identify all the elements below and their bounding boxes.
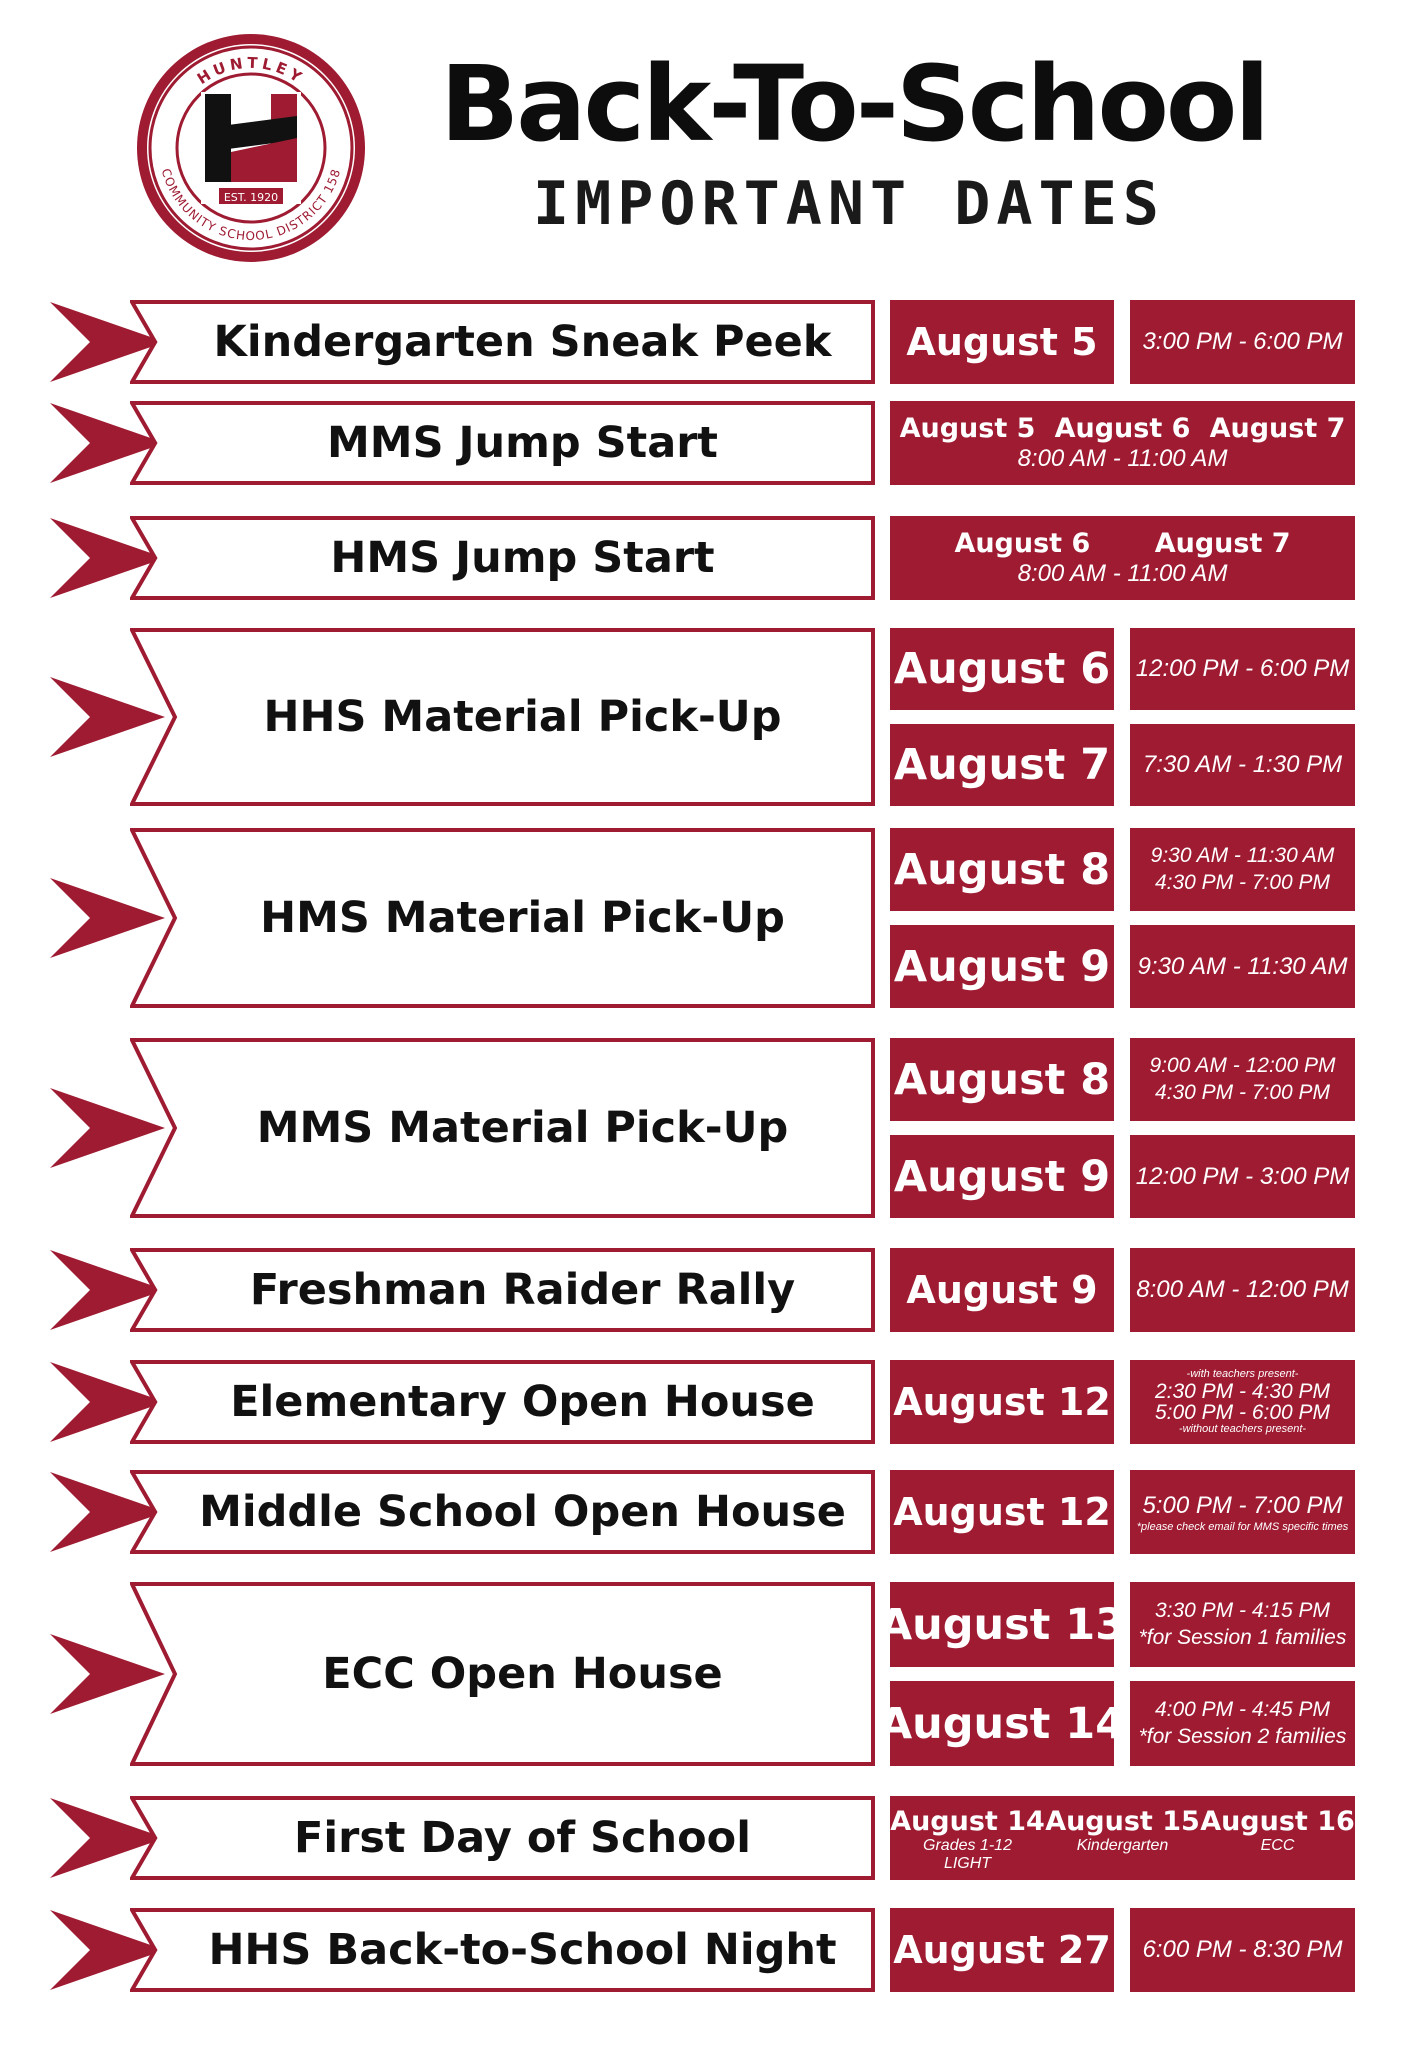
date-box [890, 628, 1114, 710]
event-time: 6:00 PM - 8:30 PM [1142, 1936, 1343, 1963]
event-name: ECC Open House [322, 1649, 723, 1699]
time-box [1130, 1038, 1355, 1121]
date-list [890, 413, 1355, 444]
event-row [0, 401, 1405, 485]
logo-arc-top: HUNTLEY [193, 53, 309, 89]
event-date: August 27 [893, 1928, 1111, 1972]
time-note: *please check email for MMS specific times [1136, 1520, 1349, 1533]
time-box [1130, 1135, 1355, 1218]
event-row [0, 1796, 1405, 1880]
date-box [890, 925, 1114, 1008]
event-time-secondary: 4:30 PM - 7:00 PM [1154, 870, 1331, 894]
event-name: Kindergarten Sneak Peek [213, 317, 832, 367]
event-time: 9:00 AM - 12:00 PM [1149, 1054, 1336, 1078]
event-banner [130, 628, 875, 806]
event-name: HHS Material Pick-Up [263, 692, 782, 742]
event-time: 5:00 PM - 7:00 PM [1142, 1491, 1343, 1519]
date-box [890, 1360, 1114, 1444]
event-row [0, 1908, 1405, 1992]
event-time: 7:30 AM - 1:30 PM [1142, 751, 1343, 778]
time-box [1130, 1681, 1355, 1766]
event-time: 4:00 PM - 4:45 PM [1154, 1698, 1331, 1722]
event-name: HHS Back-to-School Night [208, 1925, 837, 1975]
date-box [890, 1908, 1114, 1992]
event-row [0, 828, 1405, 1008]
date-list [890, 528, 1355, 559]
event-date: August 12 [893, 1380, 1111, 1424]
event-row [0, 1038, 1405, 1218]
event-name: HMS Material Pick-Up [260, 893, 785, 943]
event-date: August 6 [893, 644, 1111, 694]
event-date: August 7 [1154, 527, 1291, 559]
event-banner [130, 1582, 875, 1766]
time-box [1130, 925, 1355, 1008]
first-day-item [1045, 1806, 1200, 1870]
event-time-secondary: 4:30 PM - 7:00 PM [1154, 1080, 1331, 1104]
event-date: August 5 [906, 320, 1098, 364]
event-banner [130, 1470, 875, 1554]
time-box [1130, 1360, 1355, 1444]
time-box [1130, 1908, 1355, 1992]
event-row [0, 1248, 1405, 1332]
event-name: HMS Jump Start [330, 533, 715, 583]
date-box [890, 828, 1114, 911]
multi-date-box [890, 401, 1355, 485]
event-date: August 8 [893, 844, 1111, 895]
event-time: 12:00 PM - 3:00 PM [1135, 1162, 1350, 1190]
event-banner [130, 1796, 875, 1880]
date-box [890, 1248, 1114, 1332]
event-time-secondary: *for Session 1 families [1138, 1625, 1347, 1649]
event-name: Freshman Raider Rally [249, 1265, 796, 1315]
event-date: August 9 [893, 1151, 1111, 1202]
event-date: August 5 [899, 412, 1036, 444]
event-date: August 13 [878, 1599, 1126, 1650]
event-time: 9:30 AM - 11:30 AM [1150, 844, 1335, 868]
event-time: 3:00 PM - 6:00 PM [1142, 328, 1343, 355]
event-banner [130, 828, 875, 1008]
event-banner [130, 1248, 875, 1332]
event-date: August 7 [1209, 412, 1346, 444]
event-row [0, 628, 1405, 806]
first-day-item [1200, 1806, 1355, 1870]
event-time: 8:00 AM - 12:00 PM [1136, 1276, 1349, 1303]
date-box [890, 724, 1114, 806]
date-box [890, 300, 1114, 384]
district-logo [133, 30, 369, 266]
event-time: 9:30 AM - 11:30 AM [1137, 952, 1348, 980]
time-box [1130, 1248, 1355, 1332]
time-note: -with teachers present- [1186, 1368, 1299, 1381]
event-time-secondary: 5:00 PM - 6:00 PM [1154, 1401, 1331, 1424]
event-date: August 9 [906, 1268, 1098, 1312]
first-day-box [890, 1796, 1355, 1880]
event-name: MMS Material Pick-Up [256, 1103, 789, 1153]
event-row [0, 1360, 1405, 1444]
time-box [1130, 1470, 1355, 1554]
time-box [1130, 828, 1355, 911]
first-day-item [890, 1806, 1045, 1870]
event-date: August 8 [893, 1054, 1111, 1105]
event-date: August 6 [1054, 412, 1191, 444]
event-group: Kindergarten [1076, 1837, 1169, 1854]
time-box [1130, 724, 1355, 806]
event-banner [130, 1038, 875, 1218]
date-box [878, 1582, 1126, 1667]
event-date: August 14 [890, 1806, 1045, 1837]
event-group: Grades 1-12 [923, 1837, 1012, 1854]
date-box [890, 1470, 1114, 1554]
event-banner [130, 401, 875, 485]
event-group: ECC [1260, 1837, 1295, 1854]
logo-est: EST. 1920 [223, 191, 279, 204]
event-group-note: LIGHT [943, 1854, 992, 1872]
time-box [1130, 300, 1355, 384]
event-time-secondary: *for Session 2 families [1138, 1724, 1347, 1748]
event-date: August 7 [893, 740, 1111, 790]
event-name: Middle School Open House [199, 1487, 846, 1537]
event-name: First Day of School [294, 1813, 751, 1863]
date-box [890, 1038, 1114, 1121]
date-box [890, 1135, 1114, 1218]
event-banner [130, 516, 875, 600]
event-row [0, 1470, 1405, 1554]
event-row [0, 1582, 1405, 1766]
event-date: August 16 [1200, 1806, 1355, 1837]
event-banner [130, 1360, 875, 1444]
event-row [0, 516, 1405, 600]
date-box [878, 1681, 1126, 1766]
page-title: Back-To-School [440, 43, 1268, 165]
time-note: -without teachers present- [1178, 1423, 1307, 1435]
time-box [1130, 628, 1355, 710]
event-time: 2:30 PM - 4:30 PM [1154, 1380, 1331, 1403]
event-date: August 14 [878, 1698, 1126, 1749]
event-name: MMS Jump Start [327, 418, 718, 468]
event-time: 12:00 PM - 6:00 PM [1135, 655, 1350, 682]
event-time: 3:30 PM - 4:15 PM [1154, 1599, 1331, 1623]
page-subtitle: IMPORTANT DATES [533, 169, 1165, 239]
logo-arc-bottom: COMMUNITY SCHOOL DISTRICT 158 [158, 166, 344, 244]
event-name: Elementary Open House [230, 1377, 815, 1427]
event-time: 8:00 AM - 11:00 AM [1017, 559, 1228, 587]
event-time: 8:00 AM - 11:00 AM [1017, 444, 1228, 472]
time-box [1130, 1582, 1355, 1667]
multi-date-box [890, 516, 1355, 600]
event-row [0, 300, 1405, 384]
event-date: August 15 [1045, 1806, 1200, 1837]
event-date: August 6 [954, 527, 1091, 559]
event-date: August 9 [893, 941, 1111, 992]
event-banner [130, 1908, 875, 1992]
event-banner [130, 300, 875, 384]
event-date: August 12 [893, 1490, 1111, 1534]
